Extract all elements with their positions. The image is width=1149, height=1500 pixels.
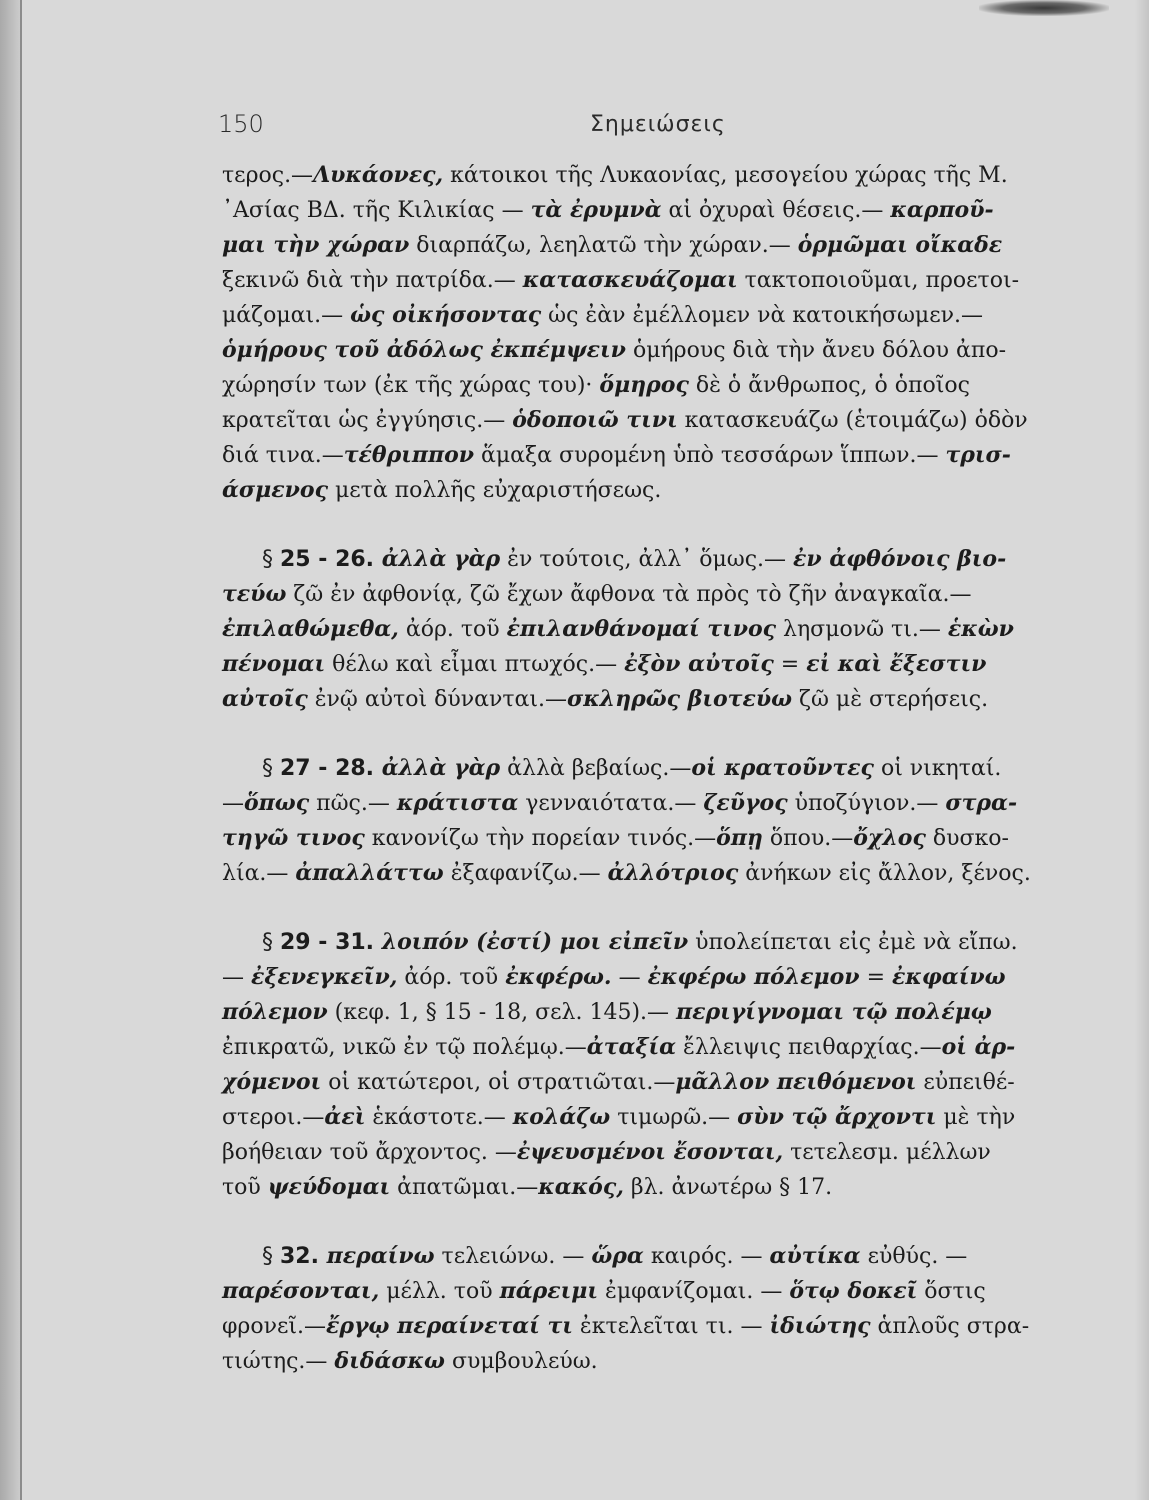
gloss-text: βλ. ἀνωτέρω § 17.	[623, 1175, 833, 1200]
glossary-term: καρποῦ-	[890, 197, 994, 223]
gloss-text: κάτοικοι τῆς Λυκαονίας, μεσογείου χώρας τῆς Μ.	[443, 163, 1008, 188]
glossary-term: κολάζω	[512, 1104, 611, 1130]
gloss-text: ζῶ μὲ στερήσεις.	[792, 687, 989, 712]
gloss-text: εὐθύς. —	[860, 1244, 968, 1269]
text-line	[222, 473, 1128, 508]
scan-smudge	[979, 0, 1109, 16]
running-title: Σημειώσεις	[590, 112, 726, 137]
glossary-term: πένομαι	[222, 651, 326, 677]
text-line	[222, 158, 1128, 193]
gloss-text: ἐνῷ αὐτοὶ δύνανται.—	[307, 687, 567, 712]
text-line	[222, 263, 1128, 298]
glossary-term: οἱ ἀρ-	[941, 1034, 1016, 1060]
glossary-term: ὁδοποιῶ τινι	[512, 407, 678, 433]
gloss-text: τετελεσμ. μέλλων	[783, 1140, 991, 1165]
text-line	[222, 856, 1128, 891]
glossary-term: αὐτίκα	[769, 1243, 861, 1269]
gloss-text: εὐπειθέ-	[916, 1070, 1015, 1095]
text-line	[222, 438, 1128, 473]
text-line	[222, 786, 1128, 821]
paragraph-gap	[222, 1205, 1128, 1239]
gloss-text: ἐμφανίζομαι. —	[598, 1279, 790, 1304]
gloss-text: —	[222, 965, 251, 990]
glossary-term: Λυκάονες,	[313, 162, 444, 188]
text-line	[222, 298, 1128, 333]
section-range: 25 - 26.	[280, 547, 382, 572]
text-line	[222, 682, 1128, 717]
text-line	[222, 577, 1128, 612]
glossary-term: ὅτῳ δοκεῖ	[789, 1278, 918, 1304]
gloss-text: κρατεῖται ὡς ἐγγύησις.—	[222, 408, 513, 433]
glossary-term: ἑκὼν	[947, 616, 1014, 642]
gloss-text: ᾽Ασίας ΒΔ. τῆς Κιλικίας —	[222, 198, 531, 223]
note-paragraph	[222, 1239, 1128, 1379]
gloss-text: φρονεῖ.—	[222, 1314, 326, 1339]
text-line	[222, 1239, 1128, 1274]
gloss-text: ἀνήκων εἰς ἄλλον, ξένος.	[738, 861, 1031, 886]
glossary-term: χόμενοι	[222, 1069, 322, 1095]
gloss-text: λησμονῶ τι.—	[776, 617, 948, 642]
gloss-text: μετὰ πολλῆς εὐχαριστήσεως.	[327, 478, 662, 503]
glossary-term: πάρειμι	[499, 1278, 599, 1304]
glossary-term: ὅπως	[244, 790, 310, 816]
section-sign: §	[262, 547, 280, 572]
gloss-text: —	[611, 965, 648, 990]
gloss-text: αἱ ὀχυραὶ θέσεις.—	[661, 198, 891, 223]
glossary-term: ἀλλότριος	[607, 860, 739, 886]
section-range: 29 - 31.	[280, 930, 382, 955]
gloss-text: μὲ τὴν	[936, 1105, 1016, 1130]
text-line	[222, 1135, 1128, 1170]
note-paragraph	[222, 751, 1128, 891]
gloss-text: ὅστις	[917, 1279, 986, 1304]
paragraph-gap	[222, 891, 1128, 925]
glossary-term: λοιπόν (ἐστί) μοι εἰπεῖν	[381, 929, 689, 955]
gloss-text: ἁπλοῦς στρα-	[870, 1314, 1030, 1339]
gloss-text: τοῦ	[222, 1175, 268, 1200]
gloss-text: (κεφ. 1, § 15 - 18, σελ. 145).—	[327, 1000, 677, 1025]
text-line	[222, 228, 1128, 263]
gloss-text: ἀόρ. τοῦ	[398, 617, 507, 642]
gloss-text: ὡς ἐὰν ἐμέλλομεν νὰ κατοικήσωμεν.—	[541, 303, 983, 328]
text-line	[222, 751, 1128, 786]
glossary-term: τηγῶ τινος	[222, 825, 365, 851]
gloss-text: χώρησίν των (ἐκ τῆς χώρας του)·	[222, 373, 600, 398]
gloss-text: μάζομαι.—	[222, 303, 351, 328]
gloss-text: ὅπου.—	[762, 826, 854, 851]
gloss-text: κανονίζω τὴν πορείαν τινός.—	[364, 826, 717, 851]
glossary-term: ἐξενεγκεῖν,	[251, 964, 398, 990]
text-line	[222, 542, 1128, 577]
glossary-term: ἐπιλαθώμεθα,	[222, 616, 399, 642]
glossary-term: ἐκφέρω πόλεμον	[647, 964, 860, 990]
text-line	[222, 1030, 1128, 1065]
glossary-term: σκληρῶς βιοτεύω	[566, 686, 793, 712]
glossary-term: ἀταξία	[586, 1034, 677, 1060]
text-line	[222, 193, 1128, 228]
glossary-term: ἐν ἀφθόνοις βιο-	[793, 546, 1007, 572]
glossary-term: ὅπῃ	[716, 825, 763, 851]
gloss-text: ἑκάστοτε.—	[365, 1105, 513, 1130]
glossary-term: αὐτοῖς	[222, 686, 308, 712]
glossary-term: σὺν τῷ ἄρχοντι	[737, 1104, 937, 1130]
paragraph-gap	[222, 508, 1128, 542]
glossary-term: ὁρμῶμαι οἴκαδε	[797, 232, 1003, 258]
glossary-term: ζεῦγος	[703, 790, 788, 816]
gloss-text: ξεκινῶ διὰ τὴν πατρίδα.—	[222, 268, 523, 293]
glossary-term: μαι τὴν χώραν	[222, 232, 410, 258]
glossary-term: ἐκφαίνω	[892, 964, 1006, 990]
text-line	[222, 1170, 1128, 1205]
glossary-term: τέθριππον	[343, 442, 475, 468]
text-line	[222, 925, 1128, 960]
gloss-text: κατασκευάζω (ἑτοιμάζω) ὁδὸν	[677, 408, 1028, 433]
gloss-text: διαρπάζω, λεηλατῶ τὴν χώραν.—	[409, 233, 798, 258]
glossary-term: τὰ ἐρυμνὰ	[530, 197, 662, 223]
text-line	[222, 612, 1128, 647]
gloss-text: θέλω καὶ εἶμαι πτωχός.—	[325, 652, 625, 677]
glossary-term: περαίνω	[326, 1243, 435, 1269]
glossary-term: διδάσκω	[334, 1348, 445, 1374]
text-line	[222, 1309, 1128, 1344]
text-line	[222, 333, 1128, 368]
text-line	[222, 368, 1128, 403]
glossary-term: ἀεὶ	[324, 1104, 366, 1130]
glossary-term: παρέσονται,	[222, 1278, 380, 1304]
text-line	[222, 995, 1128, 1030]
gloss-text: οἱ νικηταί.	[873, 756, 1002, 781]
glossary-term: κράτιστα	[396, 790, 519, 816]
gloss-text: ἀλλὰ βεβαίως.—	[500, 756, 692, 781]
gloss-text: γενναιότατα.—	[518, 791, 704, 816]
gloss-text: ἀόρ. τοῦ	[397, 965, 506, 990]
gloss-text: τερος.—	[222, 163, 314, 188]
gloss-text: καιρός. —	[643, 1244, 770, 1269]
glossary-term: κατασκευάζομαι	[522, 267, 738, 293]
notes-text-block	[222, 158, 1128, 1379]
section-range: 32.	[280, 1244, 327, 1269]
section-sign: §	[262, 1244, 280, 1269]
glossary-term: ὁμήρους τοῦ ἀδόλως ἐκπέμψειν	[222, 337, 626, 363]
glossary-term: τρισ-	[945, 442, 1011, 468]
glossary-term: ἀλλὰ γὰρ	[381, 755, 501, 781]
text-line	[222, 647, 1128, 682]
glossary-term: οἱ κρατοῦντες	[691, 755, 874, 781]
gloss-text: λία.—	[222, 861, 296, 886]
glossary-term: άσμενος	[222, 477, 328, 503]
gloss-text: ὑποζύγιον.—	[787, 791, 946, 816]
glossary-term: ὡς οἰκήσοντας	[350, 302, 542, 328]
page-binding-edge	[0, 0, 22, 1500]
gloss-text: =	[859, 965, 892, 990]
text-line	[222, 960, 1128, 995]
gloss-text: διά τινα.—	[222, 443, 344, 468]
paragraph-gap	[222, 717, 1128, 751]
gloss-text: ἅμαξα συρομένη ὑπὸ τεσσάρων ἵππων.—	[474, 443, 946, 468]
text-line	[222, 1274, 1128, 1309]
gloss-text: ἐκτελεῖται τι. —	[572, 1314, 770, 1339]
gloss-text: πῶς.—	[309, 791, 397, 816]
glossary-term: μᾶλλον πειθόμενοι	[675, 1069, 917, 1095]
glossary-term: τεύω	[222, 581, 287, 607]
gloss-text: τιμωρῶ.—	[610, 1105, 738, 1130]
gloss-text: μέλλ. τοῦ	[379, 1279, 500, 1304]
text-line	[222, 403, 1128, 438]
note-paragraph	[222, 542, 1128, 717]
gloss-text: ὑπολείπεται εἰς ἐμὲ νὰ εἴπω.	[688, 930, 1018, 955]
section-range: 27 - 28.	[280, 756, 382, 781]
gloss-text: δυσκο-	[925, 826, 1009, 851]
text-line	[222, 1344, 1128, 1379]
glossary-term: ἰδιώτης	[769, 1313, 871, 1339]
gloss-text: στεροι.—	[222, 1105, 325, 1130]
glossary-term: ὅμηρος	[599, 372, 689, 398]
glossary-term: ὥρα	[591, 1243, 644, 1269]
section-sign: §	[262, 930, 280, 955]
text-line	[222, 1100, 1128, 1135]
glossary-term: ἐπιλανθάνομαί τινος	[506, 616, 777, 642]
gloss-text: ἀπατῶμαι.—	[390, 1175, 539, 1200]
glossary-term: ἐξὸν αὐτοῖς	[624, 651, 774, 677]
text-line	[222, 1065, 1128, 1100]
gloss-text: ἐξαφανίζω.—	[443, 861, 608, 886]
note-paragraph	[222, 158, 1128, 508]
gloss-text: συμβουλεύω.	[445, 1349, 598, 1374]
gloss-text: βοήθειαν τοῦ ἄρχοντος. —	[222, 1140, 517, 1165]
glossary-term: ἔργῳ περαίνεταί τι	[325, 1313, 573, 1339]
glossary-term: ἀπαλλάττω	[295, 860, 444, 886]
gloss-text: ἐν τούτοις, ἀλλ᾽ ὅμως.—	[500, 547, 794, 572]
glossary-term: ἀλλὰ γὰρ	[381, 546, 501, 572]
glossary-term: πόλεμον	[222, 999, 328, 1025]
gloss-text: ζῶ ἐν ἀφθονίᾳ, ζῶ ἔχων ἄφθονα τὰ πρὸς τὸ ζῆν ἀναγκαῖα.—	[286, 582, 972, 607]
glossary-term: ἐκφέρω.	[505, 964, 612, 990]
gloss-text: ἐπικρατῶ, νικῶ ἐν τῷ πολέμῳ.—	[222, 1035, 587, 1060]
note-paragraph	[222, 925, 1128, 1205]
glossary-term: κακός,	[538, 1174, 624, 1200]
gloss-text: =	[773, 652, 807, 677]
gloss-text: δὲ ὁ ἄνθρωπος, ὁ ὁποῖος	[688, 373, 970, 398]
gloss-text: —	[222, 791, 244, 816]
gloss-text: τακτοποιοῦμαι, προετοι-	[737, 268, 1020, 293]
glossary-term: ἐψευσμένοι ἔσονται,	[516, 1139, 784, 1165]
page-right-edge	[1135, 0, 1149, 1500]
glossary-term: περιγίγνομαι τῷ πολέμῳ	[676, 999, 992, 1025]
glossary-term: στρα-	[945, 790, 1018, 816]
glossary-term: ψεύδομαι	[267, 1174, 391, 1200]
glossary-term: ὄχλος	[853, 825, 926, 851]
text-line	[222, 821, 1128, 856]
gloss-text: ἔλλειψις πειθαρχίας.—	[676, 1035, 942, 1060]
glossary-term: εἰ καὶ ἔξεστιν	[806, 651, 987, 677]
page-number: 150	[218, 110, 264, 138]
gloss-text: οἱ κατώτεροι, οἱ στρατιῶται.—	[321, 1070, 676, 1095]
gloss-text: τιώτης.—	[222, 1349, 335, 1374]
section-sign: §	[262, 756, 280, 781]
gloss-text: ὁμήρους διὰ τὴν ἄνευ δόλου ἀπο-	[625, 338, 1007, 363]
gloss-text: τελειώνω. —	[434, 1244, 592, 1269]
